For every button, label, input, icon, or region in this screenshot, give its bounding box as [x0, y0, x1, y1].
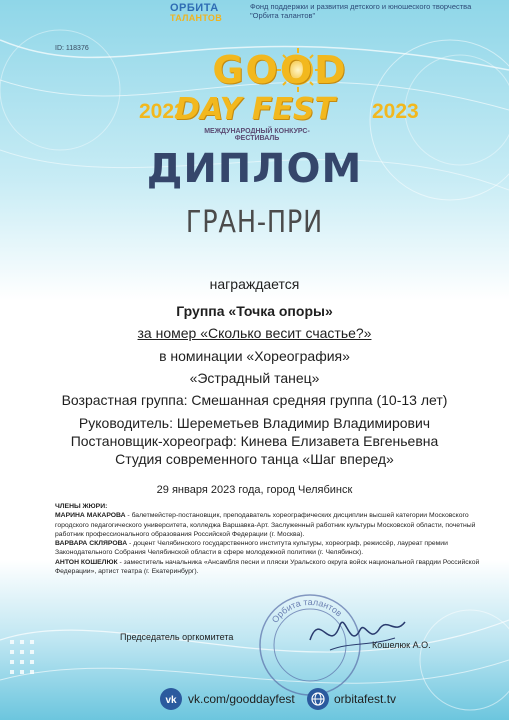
festival-word-good: GOOD — [212, 48, 348, 92]
studio-line: Студия современного танца «Шаг вперед» — [115, 451, 394, 467]
age-group-line: Возрастная группа: Смешанная средняя группа (10-13 лет) — [61, 392, 448, 408]
jury-member — [55, 511, 500, 539]
award-title: ГРАН-ПРИ — [185, 205, 324, 240]
globe-icon — [307, 688, 329, 710]
jury-member — [55, 539, 500, 558]
genre-line: «Эстрадный танец» — [189, 370, 320, 386]
jury-member-name: МАРИНА МАКАРОВА — [55, 512, 126, 520]
jury-member-desc: - заместитель начальника «Ансамбля песни и пляски Уральского округа войск национальной гвардии Российской Федерации», артист театра (г. Екатеринбург). — [55, 558, 480, 576]
number-line: за номер «Сколько весит счастье?» — [137, 325, 372, 341]
svg-text:vk: vk — [165, 695, 177, 706]
jury-member-name: ВАРВАРА СКЛЯРОВА — [55, 540, 128, 548]
number-row — [0, 325, 509, 343]
festival-subtitle: МЕЖДУНАРОДНЫЙ КОНКУРС-ФЕСТИВАЛЬ — [204, 128, 310, 142]
vk-link[interactable]: vk.com/gooddayfest — [188, 692, 295, 706]
jury-member — [55, 558, 500, 577]
signature — [300, 600, 410, 660]
nomination-line: в номинации «Хореография» — [159, 348, 350, 364]
vk-icon — [160, 688, 182, 710]
signer-name: Кошелюк А.О. — [372, 640, 431, 650]
jury-heading: ЧЛЕНЫ ЖЮРИ: — [55, 503, 108, 510]
diploma-title: ДИПЛОМ — [146, 146, 363, 192]
logo-line2: ТАЛАНТОВ — [170, 13, 223, 23]
date-place: 29 января 2023 года, город Челябинск — [156, 484, 353, 496]
jury-member-name: АНТОН КОШЕЛЮК — [55, 558, 118, 566]
fund-text: Фонд поддержки и развития детского и юношеского творчества "Орбита талантов" — [250, 2, 472, 20]
jury-member-desc: - доцент Челябинского государственного института культуры, хореограф, режиссёр, лауреат премии Законодательного Собрания Челябинской области в сфере молодежной политики (г. Челябинск). — [55, 540, 448, 557]
year-left: 2022 — [139, 100, 186, 123]
logo-line1: ОРБИТА — [170, 2, 219, 14]
document-id: ID: 118376 — [55, 45, 89, 52]
stamp-text: Орбита талантов — [269, 596, 344, 625]
group-line: Группа «Точка опоры» — [176, 303, 333, 319]
site-link[interactable]: orbitafest.tv — [334, 692, 397, 706]
awarded-line: награждается — [209, 276, 300, 292]
festival-word-dayfest: DAY FEST — [175, 92, 335, 127]
jury-member-desc: - балетмейстер-постановщик, преподаватель хореографических дисциплин высшей категории Московского городского педагогического университета, колледжа Варшавка-Арт. Заслуженный работник культуры Московской области, почетный работник профессионального образования Российской Федерации (г. Москва). — [55, 512, 476, 538]
leader-line: Руководитель: Шереметьев Владимир Владимирович — [78, 415, 431, 431]
year-right: 2023 — [372, 100, 419, 123]
jury-block — [55, 502, 500, 576]
chair-label: Председатель оргкомитета — [120, 632, 234, 642]
choreographer-line: Постановщик-хореограф: Кинева Елизавета Евгеньевна — [70, 433, 439, 449]
